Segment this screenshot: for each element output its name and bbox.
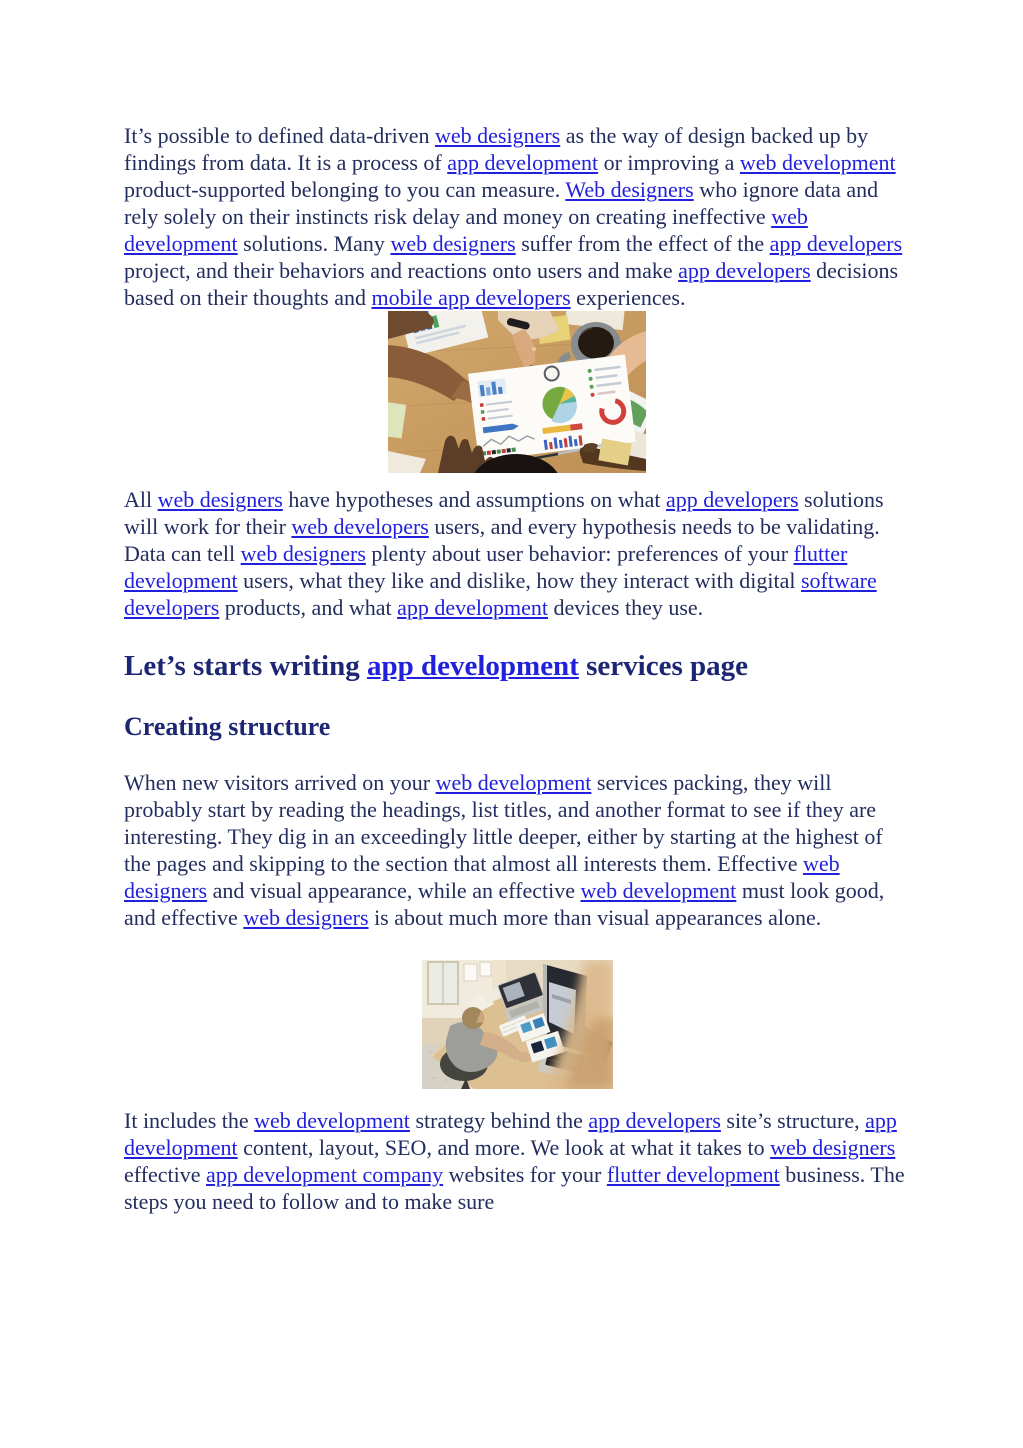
text-link[interactable]: web development [435,770,592,795]
text-run: services packing, they will probably start by reading the headings, list titles, and another format to see if they are interesting. They dig in an exceedingly little deeper, either by starting at the highest of the pages and skipping to the section that almost all interests them. Effective [124,770,883,876]
text-run: plenty about user behavior: preferences of your [365,541,794,566]
text-run: decisions based on their thoughts and [124,258,899,310]
paragraph-new-visitors [124,769,910,931]
text-link[interactable]: flutter development [124,541,848,593]
text-link[interactable]: mobile app developers [371,285,571,310]
text-run: and visual appearance, while an effective [207,878,581,903]
text-run: is about much more than visual appearances alone. [368,905,822,930]
text-run: Let’s starts writing [124,650,367,682]
text-run: site’s structure, [720,1108,866,1133]
text-link[interactable]: Web designers [565,177,694,202]
developer-workspace-photo [422,960,613,1089]
heading-creating-structure [124,712,910,742]
text-run: It’s possible to defined data-driven [124,123,435,148]
text-run: users, what they like and dislike, how they interact with digital [237,568,801,593]
text-run: business. The steps you need to follow and to make sure [124,1162,905,1214]
text-run: When new visitors arrived on your [124,770,436,795]
text-link[interactable]: web development [124,204,808,256]
team-meeting-illustration [388,311,646,473]
text-run: It includes the [124,1108,255,1133]
text-link[interactable]: app developers [678,258,811,283]
text-run: devices they use. [548,595,704,620]
text-run: services page [578,650,748,682]
text-run: must look good, and effective [124,878,885,930]
text-link[interactable]: web designers [243,905,369,930]
paragraph-it-includes [124,1107,910,1215]
text-link[interactable]: web designers [240,541,366,566]
text-link[interactable]: web designers [770,1135,896,1160]
text-link[interactable]: web developers [291,514,429,539]
text-link[interactable]: app developers [769,231,903,256]
text-link[interactable]: app development [447,150,599,175]
text-link[interactable]: software developers [124,568,877,620]
text-run: products, and what [219,595,398,620]
text-run: All [124,487,158,512]
text-run: Creating structure [124,712,331,741]
text-run: strategy behind the [409,1108,589,1133]
text-link[interactable]: flutter development [606,1162,780,1187]
text-link[interactable]: app development [397,595,548,620]
text-link[interactable]: app developers [588,1108,721,1133]
team-meeting-photo [388,311,646,473]
text-run: solutions. Many [237,231,391,256]
paragraph-intro [124,122,910,311]
text-run: experiences. [570,285,686,310]
heading-lets-starts-writing [124,649,910,683]
text-link[interactable]: web development [254,1108,410,1133]
text-run: websites for your [443,1162,607,1187]
text-link[interactable]: app development company [206,1162,444,1187]
text-run: who ignore data and rely solely on their instincts risk delay and money on creating ineffective [124,177,879,229]
text-link[interactable]: web designers [434,123,561,148]
text-link[interactable]: app developers [665,487,799,512]
text-run: solutions will work for their [124,487,884,539]
text-run: project, and their behaviors and reactions onto users and make [124,258,679,283]
workspace-illustration [422,960,613,1089]
text-run: as the way of design backed up by findings from data. It is a process of [124,123,869,175]
text-run: have hypotheses and assumptions on what [282,487,666,512]
text-link[interactable]: web designers [390,231,516,256]
text-link[interactable]: app development [124,1108,897,1160]
text-run: suffer from the effect of the [515,231,770,256]
text-link[interactable]: web development [739,150,896,175]
text-run: content, layout, SEO, and more. We look at what it takes to [237,1135,771,1160]
text-link[interactable]: web designers [124,851,840,903]
text-run: or improving a [598,150,740,175]
text-run: users, and every hypothesis needs to be validating. Data can tell [124,514,880,566]
text-run: effective [124,1162,207,1187]
text-run: product-supported belonging to you can measure. [124,177,566,202]
text-link[interactable]: web designers [157,487,283,512]
paragraph-hypotheses [124,486,910,621]
text-link[interactable]: web development [580,878,737,903]
text-link[interactable]: app development [366,650,579,682]
